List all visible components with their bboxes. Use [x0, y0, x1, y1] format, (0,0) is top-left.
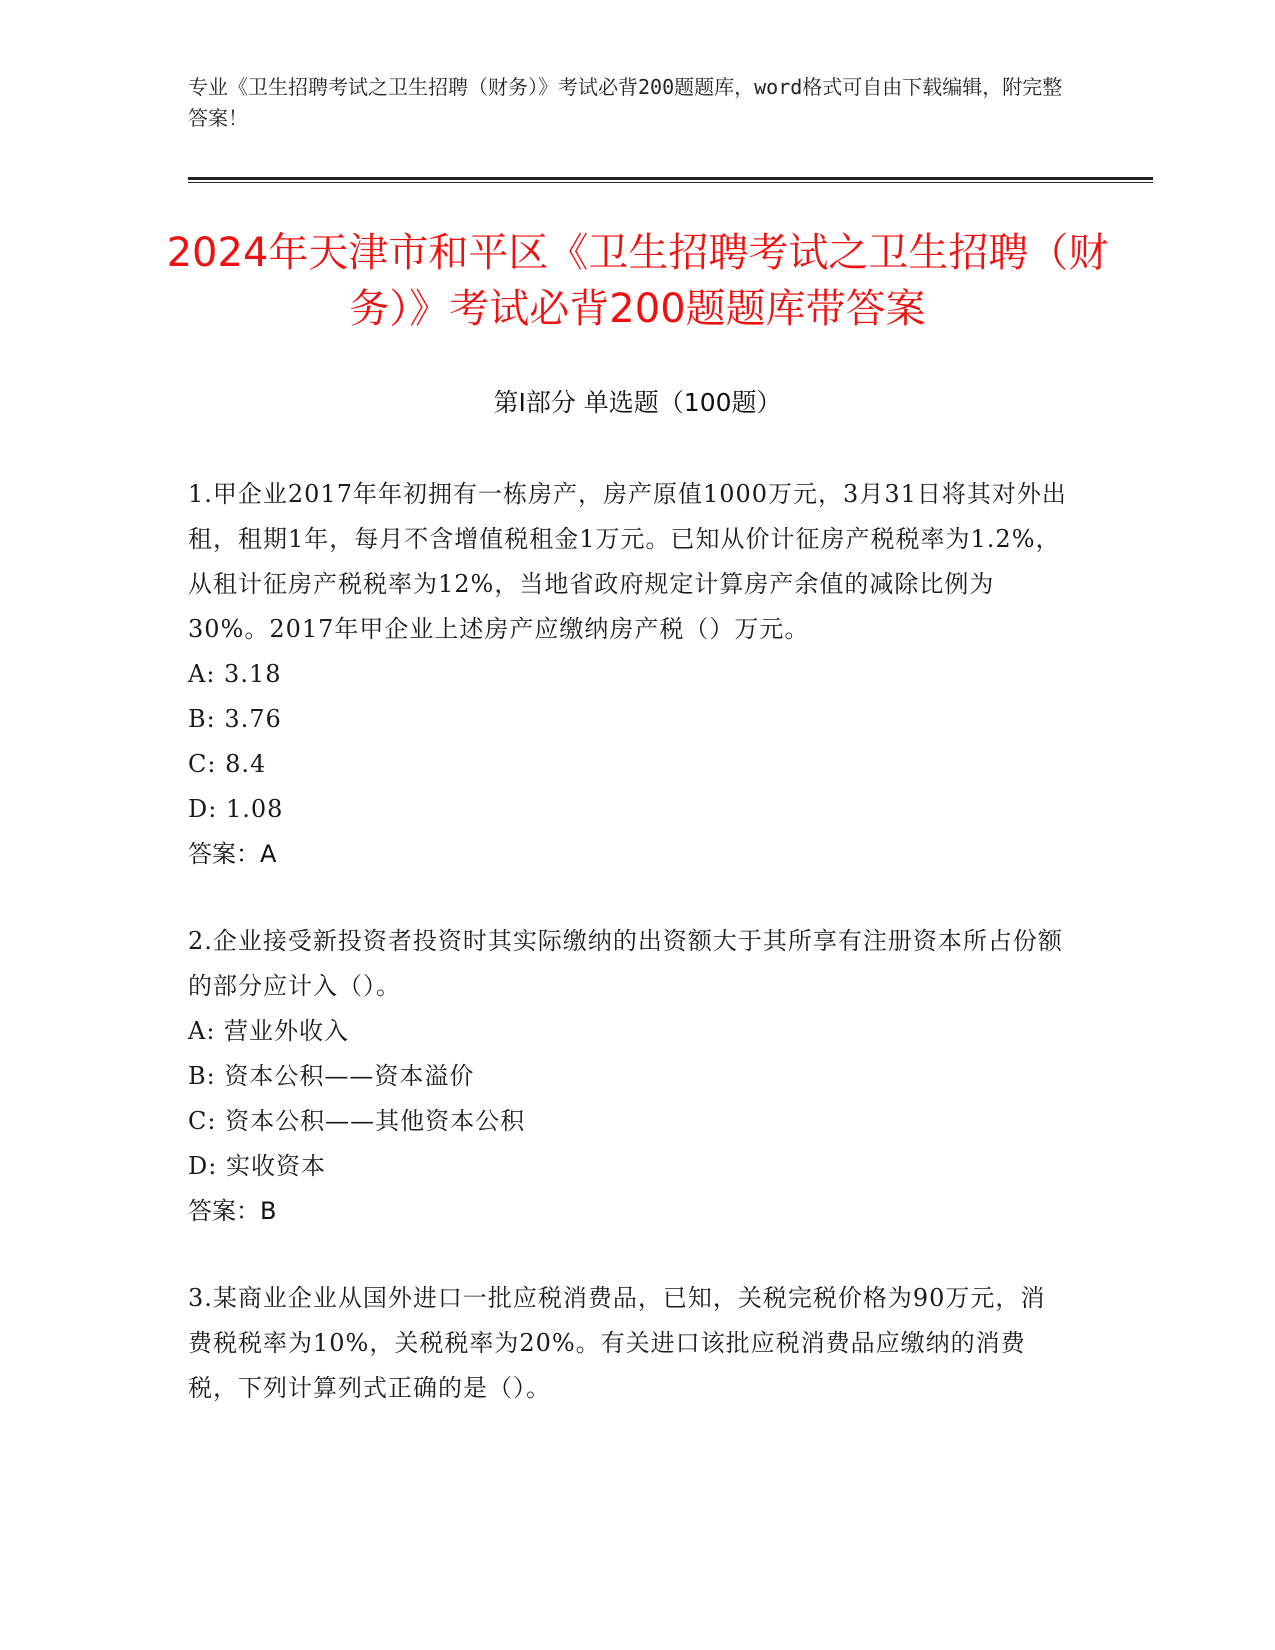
document-title: 2024年天津市和平区《卫生招聘考试之卫生招聘（财务）》考试必背200题题库带答案: [166, 230, 1109, 332]
option-d: D: 1.08: [188, 795, 284, 823]
answer: 答案：B: [188, 1197, 277, 1225]
question-2: [188, 919, 1068, 1234]
question-stem: 2.企业接受新投资者投资时其实际缴纳的出资额大于其所享有注册资本所占份额的部分应计入（）。: [188, 927, 1063, 1000]
option-a: A: 3.18: [188, 660, 282, 688]
section-heading: 第I部分 单选题（100题）: [493, 388, 782, 417]
header-divider-thin: [188, 182, 1153, 183]
header-note: 专业《卫生招聘考试之卫生招聘（财务）》考试必背200题题库，word格式可自由下载编辑，附完整答案！: [188, 75, 1063, 130]
option-b: B: 3.76: [188, 705, 282, 733]
answer: 答案：A: [188, 840, 277, 868]
header-divider-thick: [188, 177, 1153, 180]
question-1: [188, 472, 1068, 877]
question-list: [188, 472, 1068, 1453]
option-b: B: 资本公积——资本溢价: [188, 1062, 475, 1090]
question-3: [188, 1276, 1068, 1411]
question-stem: 3.某商业企业从国外进口一批应税消费品，已知，关税完税价格为90万元，消费税税率为10%，关税税率为20%。有关进口该批应税消费品应缴纳的消费税，下列计算列式正确的是（）。: [188, 1284, 1046, 1402]
option-c: C: 资本公积——其他资本公积: [188, 1107, 526, 1135]
question-stem: 1.甲企业2017年年初拥有一栋房产，房产原值1000万元，3月31日将其对外出租，租期1年，每月不含增值税租金1万元。已知从价计征房产税税率为1.2%，从租计征房产税税率为12%，当地省政府规定计算房产余值的减除比例为30%。2017年甲企业上述房产应缴纳房产税（）万元。: [188, 480, 1067, 643]
option-c: C: 8.4: [188, 750, 267, 778]
option-d: D: 实收资本: [188, 1152, 326, 1180]
option-a: A: 营业外收入: [188, 1017, 350, 1045]
